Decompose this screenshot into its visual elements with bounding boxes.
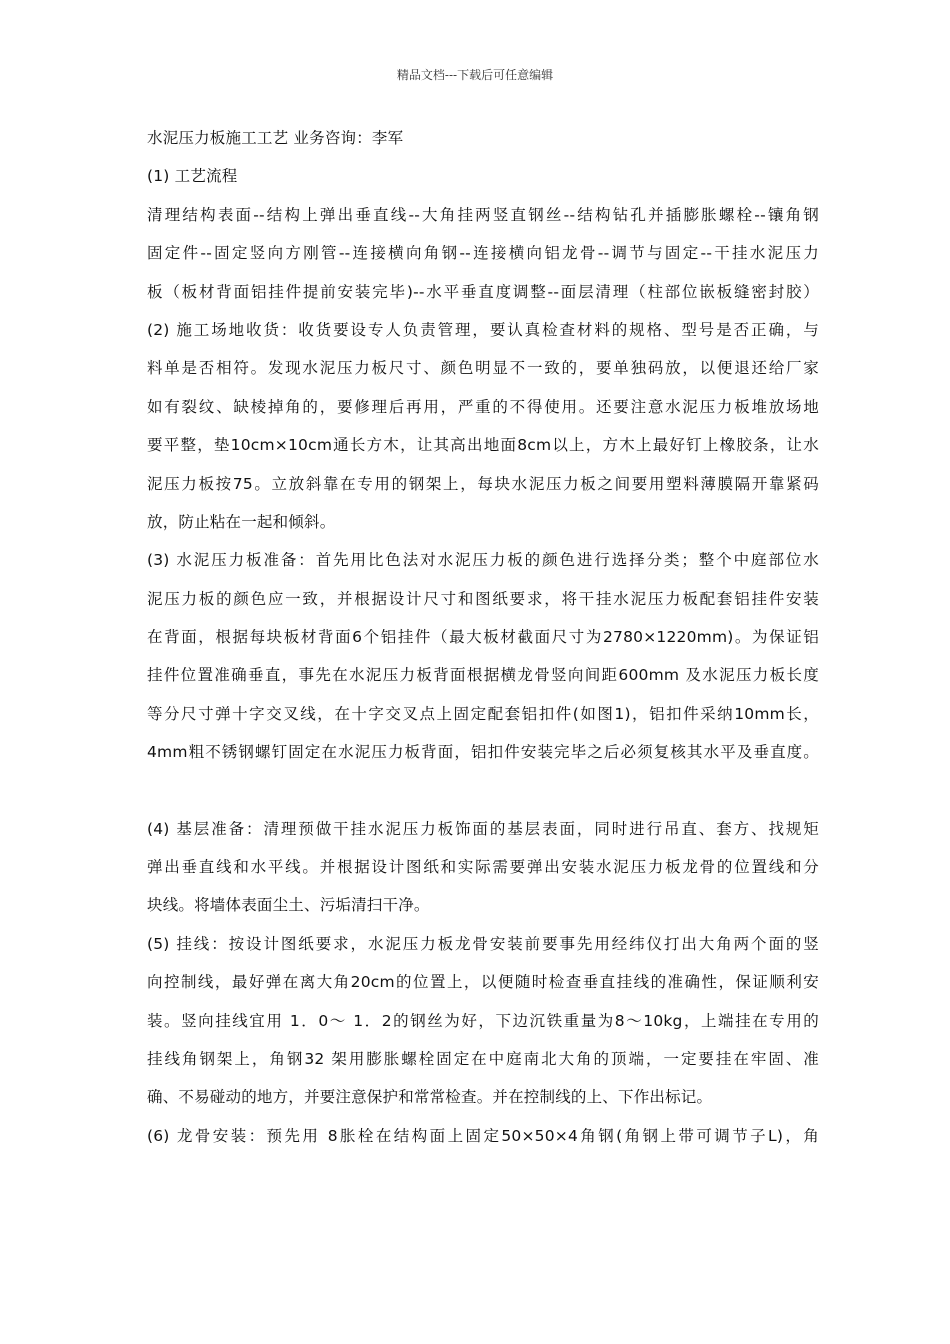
paragraph-line: (3) 水泥压力板准备：首先用比色法对水泥压力板的颜色进行选择分类；整个中庭部位水 xyxy=(147,551,819,570)
paragraph-line: 弹出垂直线和水平线。并根据设计图纸和实际需要弹出安装水泥压力板龙骨的位置线和分 xyxy=(147,858,819,877)
paragraph-line: 料单是否相符。发现水泥压力板尺寸、颜色明显不一致的，要单独码放，以便退还给厂家 xyxy=(147,359,819,378)
document-title: 水泥压力板施工工艺 业务咨询：李军 xyxy=(147,129,404,147)
paragraph-line: 确、不易碰动的地方，并要注意保护和常常检查。并在控制线的上、下作出标记。 xyxy=(147,1088,713,1107)
paragraph-line: 固定件--固定竖向方刚管--连接横向角钢--连接横向铝龙骨--调节与固定--干挂水泥压力 xyxy=(147,244,819,263)
paragraph-gap xyxy=(147,777,819,815)
paragraph-line: (4) 基层准备：清理预做干挂水泥压力板饰面的基层表面，同时进行吊直、套方、找规矩 xyxy=(147,819,819,838)
page-header: 精品文档---下载后可任意编辑 xyxy=(396,68,554,82)
paragraph-line: 如有裂纹、缺棱掉角的，要修理后再用，严重的不得使用。还要注意水泥压力板堆放场地 xyxy=(147,397,819,416)
paragraph-line: 要平整，垫10cm×10cm通长方木，让其高出地面8cm以上，方木上最好钉上橡胶条，让水 xyxy=(147,436,819,455)
section-heading: (1) 工艺流程 xyxy=(147,167,238,186)
paragraph-line: 装。竖向挂线宜用 1．0～ 1．2的钢丝为好，下边沉铁重量为8～10kg，上端挂在专用的 xyxy=(147,1011,819,1030)
paragraph-line: 块线。将墙体表面尘土、污垢清扫干净。 xyxy=(147,896,430,915)
paragraph-line: (5) 挂线：按设计图纸要求，水泥压力板龙骨安装前要事先用经纬仪打出大角两个面的竖 xyxy=(147,934,819,953)
paragraph-line: (6) 龙骨安装：预先用 8胀栓在结构面上固定50×50×4角钢(角钢上带可调节子L)，角 xyxy=(147,1126,819,1145)
paragraph-line: 挂件位置准确垂直，事先在水泥压力板背面根据横龙骨竖向间距600mm 及水泥压力板长度 xyxy=(147,666,819,685)
paragraph-line: 放，防止粘在一起和倾斜。 xyxy=(147,512,336,531)
paragraph-line: 泥压力板的颜色应一致，并根据设计尺寸和图纸要求，将干挂水泥压力板配套铝挂件安装 xyxy=(147,589,819,608)
paragraph-line: 挂线角钢架上，角钢32 架用膨胀螺栓固定在中庭南北大角的顶端，一定要挂在牢固、准 xyxy=(147,1049,819,1068)
paragraph-line: 清理结构表面--结构上弹出垂直线--大角挂两竖直钢丝--结构钻孔并插膨胀螺栓--镶角钢 xyxy=(147,205,819,224)
paragraph-line: 4mm粗不锈钢螺钉固定在水泥压力板背面，铝扣件安装完毕之后必须复核其水平及垂直度。 xyxy=(147,743,819,762)
paragraph-line: 向控制线，最好弹在离大角20cm的位置上，以便随时检查垂直挂线的准确性，保证顺利安 xyxy=(147,973,819,992)
paragraph-line: (2) 施工场地收货：收货要设专人负责管理，要认真检查材料的规格、型号是否正确，与 xyxy=(147,320,819,339)
paragraph-line: 板（板材背面铝挂件提前安装完毕)--水平垂直度调整--面层清理（柱部位嵌板缝密封胶） xyxy=(147,282,819,301)
paragraph-line: 在背面，根据每块板材背面6个铝挂件（最大板材截面尺寸为2780×1220mm)。为保证铝 xyxy=(147,628,819,647)
paragraph-line: 泥压力板按75。立放斜靠在专用的钢架上，每块水泥压力板之间要用塑料薄膜隔开靠紧码 xyxy=(147,474,819,493)
paragraph-line: 等分尺寸弹十字交叉线，在十字交叉点上固定配套铝扣件(如图1)，铝扣件采纳10mm长， xyxy=(147,704,819,723)
document-body xyxy=(147,124,819,1160)
